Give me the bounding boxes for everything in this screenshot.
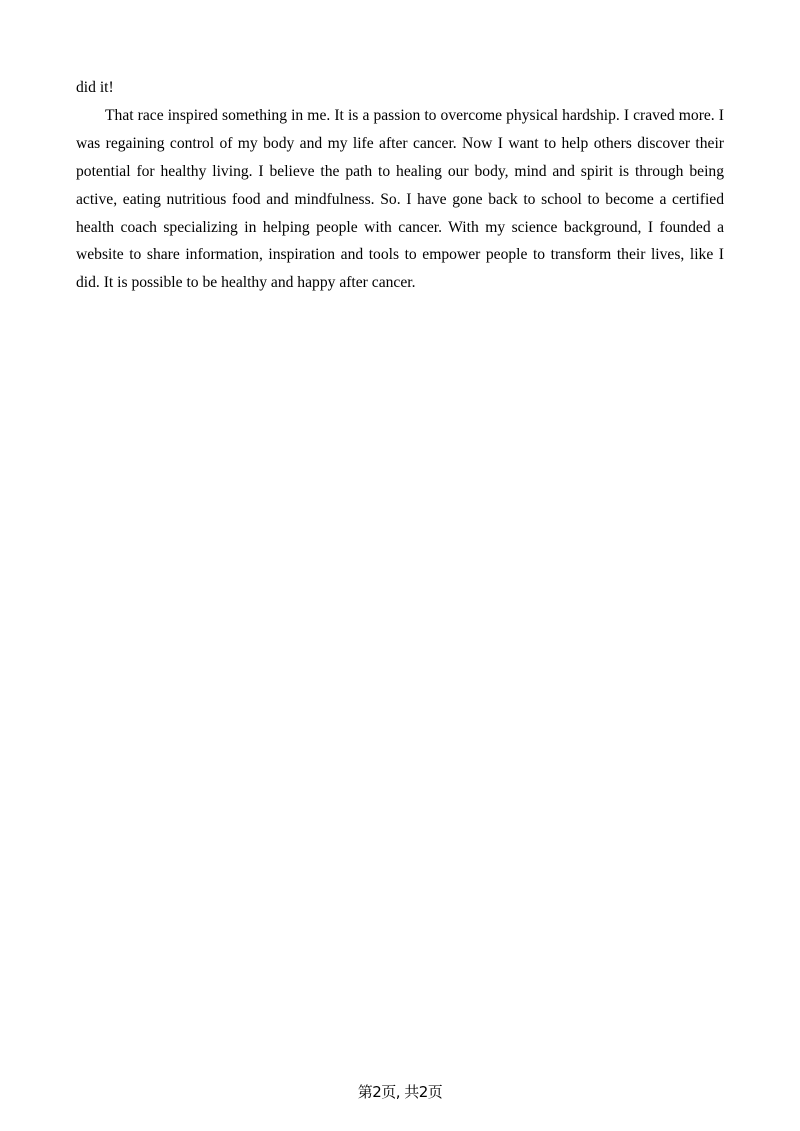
paragraph-continuation: did it! xyxy=(76,79,114,96)
paragraph-race-inspiration: That race inspired something in me. It is a passion to overcome physical hardship. I craved more. I was regaining control of my body and my life after cancer. Now I want to help others discover their potential for healthy living. I believe the path to healing our body, mind and spirit is through being active, eating nutritious food and mindfulness. So. I have gone back to school to become a certified health coach specializing in helping people with cancer. With my science background, I founded a website to share information, inspiration and tools to empower people to transform their lives, like I did. It is possible to be healthy and happy after cancer. xyxy=(76,106,724,292)
page-number-footer: 第2页, 共2页 xyxy=(357,1083,443,1101)
body-text xyxy=(76,74,724,297)
